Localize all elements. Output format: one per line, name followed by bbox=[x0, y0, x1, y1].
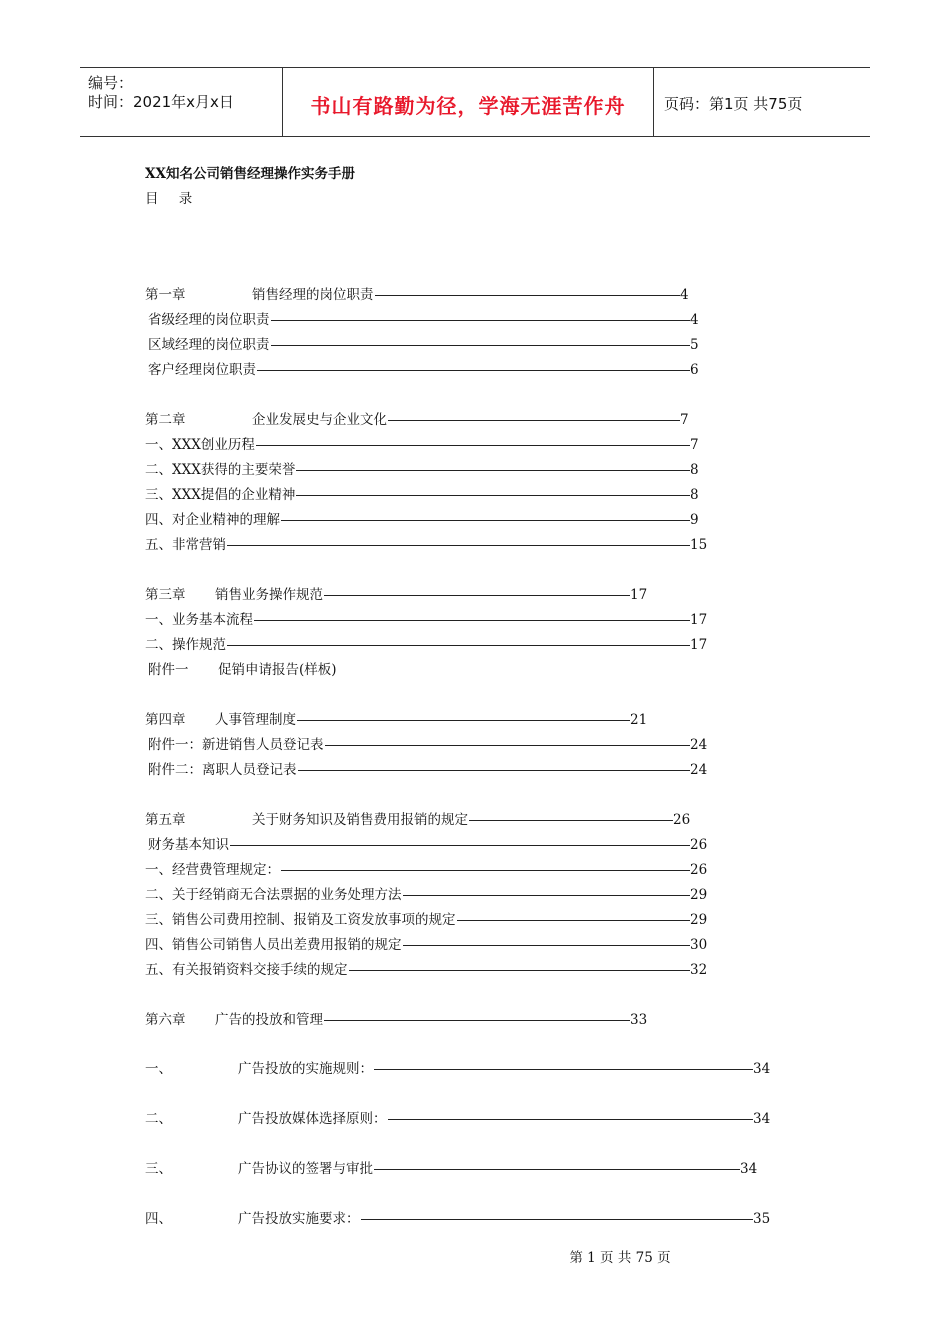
toc-leader bbox=[325, 745, 690, 746]
toc-entry-page: 8 bbox=[690, 462, 699, 478]
toc-entry-label: 促销申请报告(样板) bbox=[218, 662, 337, 678]
page-footer: 第 1 页 共 75 页 bbox=[569, 1250, 671, 1266]
toc-entry-label: 销售经理的岗位职责 bbox=[252, 287, 374, 303]
toc-entry-label: 客户经理岗位职责 bbox=[148, 362, 256, 378]
toc-leader bbox=[227, 545, 690, 546]
toc-entry-label: 附件一：新进销售人员登记表 bbox=[148, 737, 324, 753]
toc-leader bbox=[271, 345, 690, 346]
toc-leader bbox=[361, 1219, 753, 1220]
toc-entry-page: 4 bbox=[680, 287, 689, 303]
toc-entry bbox=[0, 410, 950, 430]
toc-entry-label: 一、经营费管理规定： bbox=[145, 862, 280, 878]
toc-entry-prefix: 第六章 bbox=[145, 1012, 186, 1028]
toc-entry bbox=[0, 810, 950, 830]
toc-leader bbox=[469, 820, 673, 821]
toc-entry-page: 17 bbox=[630, 587, 648, 603]
toc-entry-prefix: 第一章 bbox=[145, 287, 186, 303]
toc-entry-label: 三、销售公司费用控制、报销及工资发放事项的规定 bbox=[145, 912, 456, 928]
toc-entry-label: 四、销售公司销售人员出差费用报销的规定 bbox=[145, 937, 402, 953]
toc-entry bbox=[0, 835, 950, 855]
toc-entry bbox=[0, 1209, 950, 1229]
toc-entry-prefix: 第五章 bbox=[145, 812, 186, 828]
toc-entry-page: 29 bbox=[690, 887, 708, 903]
toc-entry bbox=[0, 1010, 950, 1030]
toc-entry bbox=[0, 710, 950, 730]
toc-entry-prefix: 三、 bbox=[145, 1161, 172, 1177]
toc-entry-page: 7 bbox=[680, 412, 689, 428]
toc-entry bbox=[0, 885, 950, 905]
toc-entry bbox=[0, 460, 950, 480]
toc-entry-page: 30 bbox=[690, 937, 708, 953]
toc-leader bbox=[374, 1069, 753, 1070]
toc-leader bbox=[297, 720, 630, 721]
toc-leader bbox=[388, 420, 680, 421]
toc-entry-label: 五、非常营销 bbox=[145, 537, 226, 553]
toc-entry-prefix: 附件一 bbox=[148, 662, 189, 678]
toc-leader bbox=[254, 620, 690, 621]
toc-entry-page: 8 bbox=[690, 487, 699, 503]
toc-entry-label: 一、XXX创业历程 bbox=[145, 437, 255, 453]
toc-entry bbox=[0, 735, 950, 755]
toc-entry-label: 省级经理的岗位职责 bbox=[148, 312, 270, 328]
toc-leader bbox=[271, 320, 690, 321]
toc-entry-prefix: 一、 bbox=[145, 1061, 172, 1077]
toc-entry-prefix: 第四章 bbox=[145, 712, 186, 728]
time-label: 时间：2021年x月x日 bbox=[88, 93, 234, 111]
toc-entry-page: 7 bbox=[690, 437, 699, 453]
toc-entry bbox=[0, 1159, 950, 1179]
toc-leader bbox=[403, 895, 690, 896]
toc-entry-page: 9 bbox=[690, 512, 699, 528]
toc-entry bbox=[0, 1059, 950, 1079]
toc-entry bbox=[0, 435, 950, 455]
toc-entry-prefix: 第二章 bbox=[145, 412, 186, 428]
toc-entry-label: 一、业务基本流程 bbox=[145, 612, 253, 628]
toc-entry bbox=[0, 485, 950, 505]
toc-leader bbox=[324, 595, 630, 596]
toc-entry-page: 17 bbox=[690, 612, 708, 628]
toc-entry bbox=[0, 360, 950, 380]
toc-leader bbox=[257, 370, 690, 371]
toc-entry-page: 6 bbox=[690, 362, 699, 378]
toc-entry-label: 广告投放媒体选择原则： bbox=[238, 1111, 387, 1127]
toc-entry-label: 广告协议的签署与审批 bbox=[238, 1161, 373, 1177]
toc-leader bbox=[375, 295, 680, 296]
toc-entry-label: 四、对企业精神的理解 bbox=[145, 512, 280, 528]
toc-entry-page: 15 bbox=[690, 537, 708, 553]
toc-entry bbox=[0, 910, 950, 930]
toc-entry-label: 财务基本知识 bbox=[148, 837, 229, 853]
toc-entry-label: 二、XXX获得的主要荣誉 bbox=[145, 462, 296, 478]
toc-leader bbox=[230, 845, 690, 846]
header-motto: 书山有路勤为径，学海无涯苦作舟 bbox=[310, 94, 626, 118]
toc-entry-page: 34 bbox=[753, 1061, 771, 1077]
toc-entry-page: 17 bbox=[690, 637, 708, 653]
toc-entry bbox=[0, 935, 950, 955]
toc-leader bbox=[349, 970, 690, 971]
toc-heading: 目 录 bbox=[145, 191, 201, 207]
toc-leader bbox=[403, 945, 690, 946]
toc-leader bbox=[281, 870, 690, 871]
toc-entry-page: 26 bbox=[690, 862, 708, 878]
toc-entry-label: 二、操作规范 bbox=[145, 637, 226, 653]
toc-entry-label: 三、XXX提倡的企业精神 bbox=[145, 487, 296, 503]
toc-entry-page: 5 bbox=[690, 337, 699, 353]
toc-entry-page: 26 bbox=[690, 837, 708, 853]
toc-entry-page: 34 bbox=[753, 1111, 771, 1127]
toc-entry-page: 21 bbox=[630, 712, 648, 728]
toc-entry bbox=[0, 535, 950, 555]
toc-entry-page: 34 bbox=[740, 1161, 758, 1177]
header-page-info: 页码：第1页 共75页 bbox=[664, 95, 803, 113]
toc-entry-label: 广告投放实施要求： bbox=[238, 1211, 360, 1227]
toc-entry-label: 二、关于经销商无合法票据的业务处理方法 bbox=[145, 887, 402, 903]
toc-entry-label: 关于财务知识及销售费用报销的规定 bbox=[252, 812, 468, 828]
toc-leader bbox=[457, 920, 690, 921]
toc-entry-page: 35 bbox=[753, 1211, 771, 1227]
toc-leader bbox=[256, 445, 690, 446]
toc-entry-label: 广告投放的实施规则： bbox=[238, 1061, 373, 1077]
toc-entry bbox=[0, 635, 950, 655]
toc-entry-page: 33 bbox=[630, 1012, 648, 1028]
toc-entry-prefix: 四、 bbox=[145, 1211, 172, 1227]
toc-entry bbox=[0, 1109, 950, 1129]
toc-leader bbox=[296, 470, 690, 471]
document-title: XX知名公司销售经理操作实务手册 bbox=[145, 166, 355, 182]
toc-entry bbox=[0, 960, 950, 980]
toc-entry bbox=[0, 335, 950, 355]
toc-leader bbox=[296, 495, 690, 496]
toc-entry-label: 五、有关报销资料交接手续的规定 bbox=[145, 962, 348, 978]
code-label: 编号： bbox=[88, 74, 134, 92]
toc-entry-page: 4 bbox=[690, 312, 699, 328]
toc-entry-page: 29 bbox=[690, 912, 708, 928]
toc-entry bbox=[0, 760, 950, 780]
toc-entry bbox=[0, 660, 950, 680]
toc-entry-prefix: 二、 bbox=[145, 1111, 172, 1127]
toc-leader bbox=[324, 1020, 630, 1021]
toc-entry-label: 销售业务操作规范 bbox=[215, 587, 323, 603]
toc-entry-label: 附件二：离职人员登记表 bbox=[148, 762, 297, 778]
toc-leader bbox=[298, 770, 690, 771]
toc-entry-page: 32 bbox=[690, 962, 708, 978]
toc-entry-page: 24 bbox=[690, 762, 708, 778]
toc-entry-page: 26 bbox=[673, 812, 691, 828]
toc-entry-label: 广告的投放和管理 bbox=[215, 1012, 323, 1028]
toc-entry-label: 人事管理制度 bbox=[215, 712, 296, 728]
toc-entry-label: 企业发展史与企业文化 bbox=[252, 412, 387, 428]
toc-entry bbox=[0, 310, 950, 330]
toc-entry-page: 24 bbox=[690, 737, 708, 753]
toc-leader bbox=[227, 645, 690, 646]
toc-entry bbox=[0, 860, 950, 880]
toc-leader bbox=[374, 1169, 740, 1170]
toc-entry bbox=[0, 610, 950, 630]
toc-leader bbox=[281, 520, 690, 521]
toc-entry-label: 区域经理的岗位职责 bbox=[148, 337, 270, 353]
toc-leader bbox=[388, 1119, 753, 1120]
toc-entry bbox=[0, 285, 950, 305]
toc-entry-prefix: 第三章 bbox=[145, 587, 186, 603]
toc-entry bbox=[0, 510, 950, 530]
toc-entry bbox=[0, 585, 950, 605]
